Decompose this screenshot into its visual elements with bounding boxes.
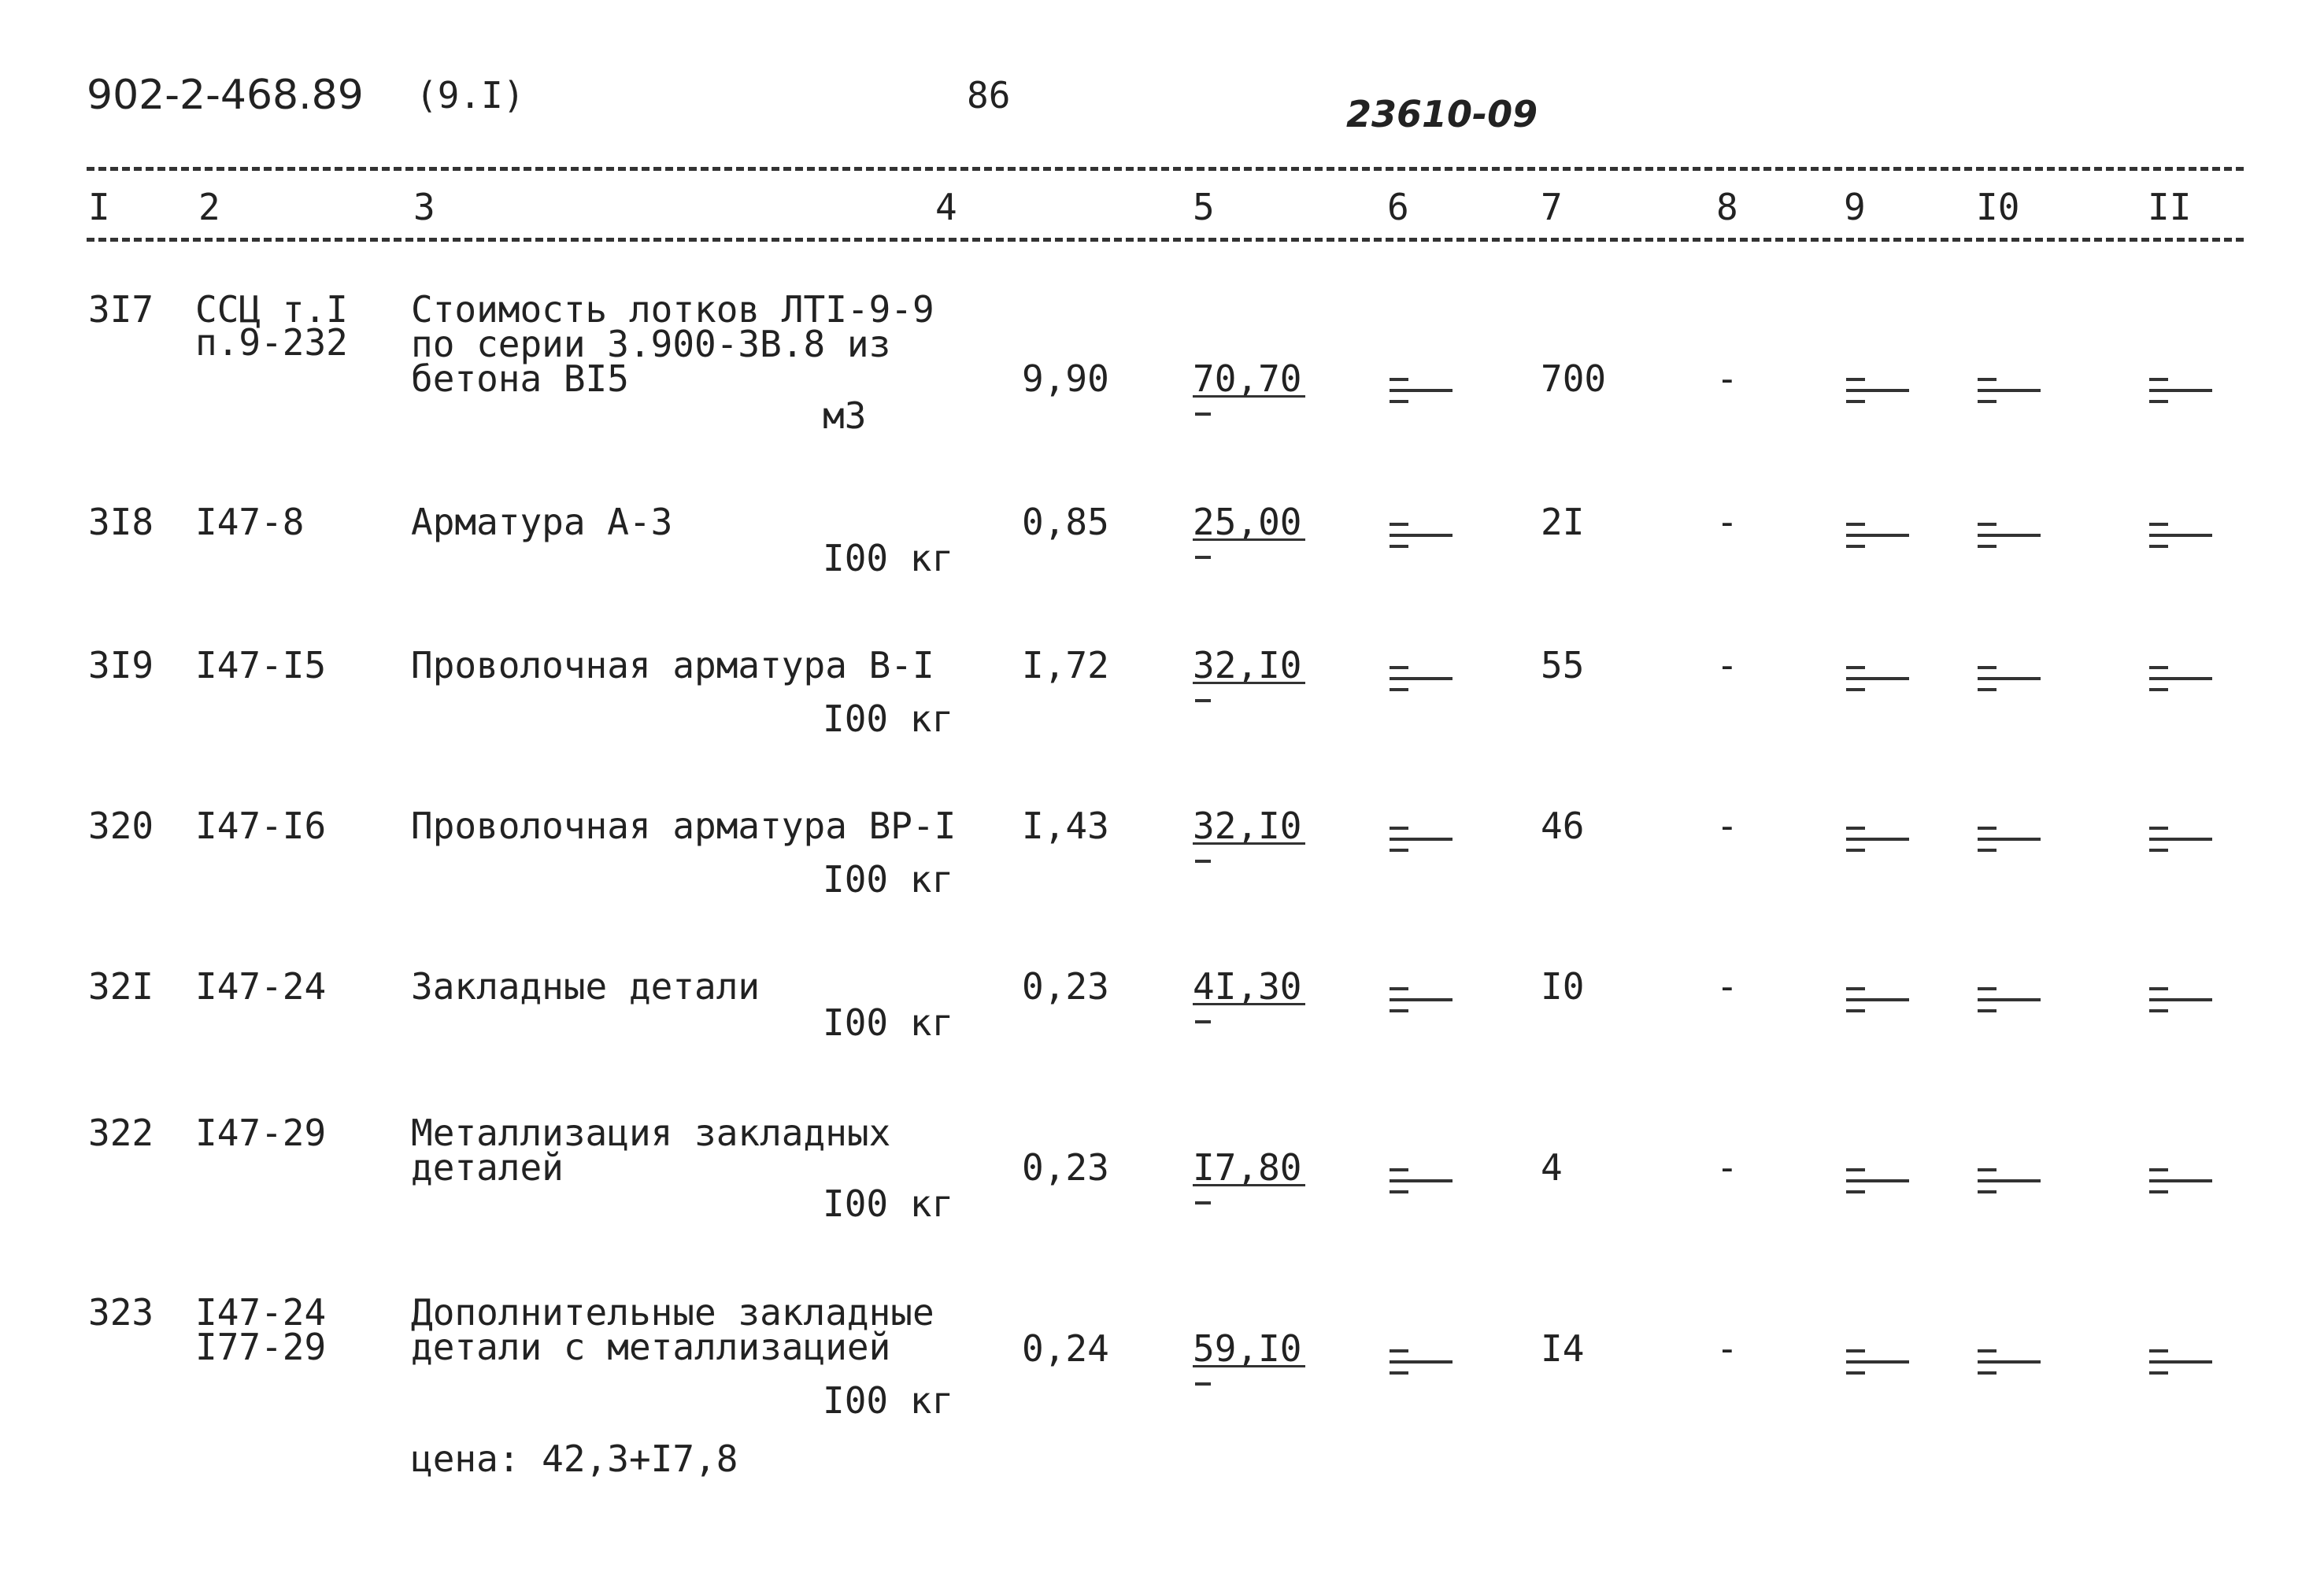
price-underline	[1193, 1184, 1305, 1186]
total-cost: 2I	[1541, 501, 1585, 543]
archive-stamp: 23610-09	[1346, 93, 1538, 135]
item-description: детали с металлизацией	[411, 1326, 891, 1368]
header-bottom-rule	[87, 238, 2244, 242]
column-8-value: -	[1716, 501, 1738, 543]
reference-code: п.9-232	[195, 321, 348, 364]
column-8-value: -	[1716, 1146, 1738, 1189]
item-description: Проволочная арматура ВР-I	[411, 805, 957, 847]
row-number: 320	[88, 805, 154, 847]
reference-code: I47-I5	[195, 644, 327, 686]
row-number: 3I8	[88, 501, 154, 543]
total-cost: 46	[1541, 805, 1585, 847]
column-header: II	[2148, 186, 2192, 228]
row-number: 3I7	[88, 288, 154, 331]
reference-code: I77-29	[195, 1326, 327, 1368]
ditto-mark-col11	[2149, 666, 2212, 697]
ditto-mark-col6	[1390, 1168, 1452, 1200]
unit: I00 кг	[823, 697, 954, 740]
ditto-dash	[1195, 860, 1211, 863]
quantity: 0,85	[1022, 501, 1109, 543]
item-description: Закладные детали	[411, 965, 760, 1008]
ditto-mark-col10	[1978, 1349, 2041, 1381]
document-section: (9.I)	[416, 74, 525, 117]
column-8-value: -	[1716, 965, 1738, 1008]
unit-price: 70,70	[1193, 357, 1302, 400]
ditto-mark-col11	[2149, 827, 2212, 858]
unit: м3	[823, 394, 867, 437]
ditto-dash	[1195, 413, 1211, 416]
column-8-value: -	[1716, 357, 1738, 400]
total-cost: I0	[1541, 965, 1585, 1008]
ditto-mark-col9	[1846, 666, 1909, 697]
column-header: 3	[413, 186, 435, 228]
ditto-dash	[1195, 556, 1211, 559]
price-underline	[1193, 395, 1305, 398]
reference-code: I47-24	[195, 1291, 327, 1334]
item-description: деталей	[411, 1146, 564, 1189]
unit-price: 32,I0	[1193, 644, 1302, 686]
price-underline	[1193, 1003, 1305, 1005]
ditto-mark-col10	[1978, 1168, 2041, 1200]
column-header: 9	[1844, 186, 1866, 228]
quantity: I,43	[1022, 805, 1109, 847]
ditto-mark-col11	[2149, 987, 2212, 1019]
ditto-mark-col9	[1846, 827, 1909, 858]
ditto-mark-col9	[1846, 523, 1909, 554]
column-8-value: -	[1716, 1327, 1738, 1370]
ditto-mark-col9	[1846, 378, 1909, 409]
item-description: Стоимость лотков ЛТI-9-9	[411, 288, 934, 331]
price-footnote: цена: 42,3+I7,8	[411, 1438, 738, 1480]
price-underline	[1193, 1365, 1305, 1367]
total-cost: 700	[1541, 357, 1607, 400]
row-number: 323	[88, 1291, 154, 1334]
ditto-mark-col6	[1390, 666, 1452, 697]
row-number: 3I9	[88, 644, 154, 686]
reference-code: I47-29	[195, 1112, 327, 1154]
price-underline	[1193, 538, 1305, 541]
header-top-rule	[87, 167, 2244, 171]
unit-price: 32,I0	[1193, 805, 1302, 847]
document-code: 902-2-468.89	[87, 72, 364, 119]
row-number: 32I	[88, 965, 154, 1008]
ditto-mark-col10	[1978, 378, 2041, 409]
ditto-mark-col11	[2149, 523, 2212, 554]
column-header: 7	[1541, 186, 1563, 228]
ditto-mark-col10	[1978, 523, 2041, 554]
ditto-mark-col6	[1390, 378, 1452, 409]
quantity: 0,23	[1022, 965, 1109, 1008]
ditto-mark-col11	[2149, 1349, 2212, 1381]
column-header: 5	[1193, 186, 1215, 228]
ditto-mark-col9	[1846, 1349, 1909, 1381]
reference-code: ССЦ т.I	[195, 288, 348, 331]
column-header: 8	[1716, 186, 1738, 228]
quantity: 0,24	[1022, 1327, 1109, 1370]
unit: I00 кг	[823, 537, 954, 579]
page-number: 86	[967, 74, 1011, 117]
unit-price: I7,80	[1193, 1146, 1302, 1189]
total-cost: I4	[1541, 1327, 1585, 1370]
column-header: 4	[935, 186, 957, 228]
item-description: Дополнительные закладные	[411, 1291, 934, 1334]
unit: I00 кг	[823, 1182, 954, 1225]
ditto-dash	[1195, 1020, 1211, 1023]
item-description: Проволочная арматура В-I	[411, 644, 934, 686]
ditto-mark-col6	[1390, 1349, 1452, 1381]
column-8-value: -	[1716, 805, 1738, 847]
ditto-mark-col6	[1390, 987, 1452, 1019]
reference-code: I47-24	[195, 965, 327, 1008]
item-description: Металлизация закладных	[411, 1112, 891, 1154]
ditto-mark-col10	[1978, 666, 2041, 697]
ditto-dash	[1195, 1382, 1211, 1386]
ditto-mark-col9	[1846, 987, 1909, 1019]
ditto-mark-col6	[1390, 523, 1452, 554]
item-description: бетона BI5	[411, 357, 629, 400]
unit-price: 25,00	[1193, 501, 1302, 543]
unit-price: 4I,30	[1193, 965, 1302, 1008]
price-underline	[1193, 682, 1305, 684]
total-cost: 55	[1541, 644, 1585, 686]
quantity: 9,90	[1022, 357, 1109, 400]
ditto-mark-col11	[2149, 1168, 2212, 1200]
unit-price: 59,I0	[1193, 1327, 1302, 1370]
ditto-mark-col10	[1978, 987, 2041, 1019]
column-header: I0	[1976, 186, 2020, 228]
ditto-mark-col10	[1978, 827, 2041, 858]
row-number: 322	[88, 1112, 154, 1154]
quantity: 0,23	[1022, 1146, 1109, 1189]
column-header: 6	[1387, 186, 1409, 228]
ditto-mark-col9	[1846, 1168, 1909, 1200]
item-description: по серии 3.900-3В.8 из	[411, 323, 891, 365]
column-header: 2	[198, 186, 220, 228]
ditto-dash	[1195, 699, 1211, 702]
unit: I00 кг	[823, 1001, 954, 1044]
unit: I00 кг	[823, 1379, 954, 1422]
quantity: I,72	[1022, 644, 1109, 686]
ditto-mark-col6	[1390, 827, 1452, 858]
item-description: Арматура А-3	[411, 501, 673, 543]
ditto-dash	[1195, 1201, 1211, 1204]
unit: I00 кг	[823, 858, 954, 901]
column-header: I	[88, 186, 110, 228]
reference-code: I47-8	[195, 501, 305, 543]
total-cost: 4	[1541, 1146, 1563, 1189]
ditto-mark-col11	[2149, 378, 2212, 409]
column-8-value: -	[1716, 644, 1738, 686]
reference-code: I47-I6	[195, 805, 327, 847]
price-underline	[1193, 842, 1305, 845]
